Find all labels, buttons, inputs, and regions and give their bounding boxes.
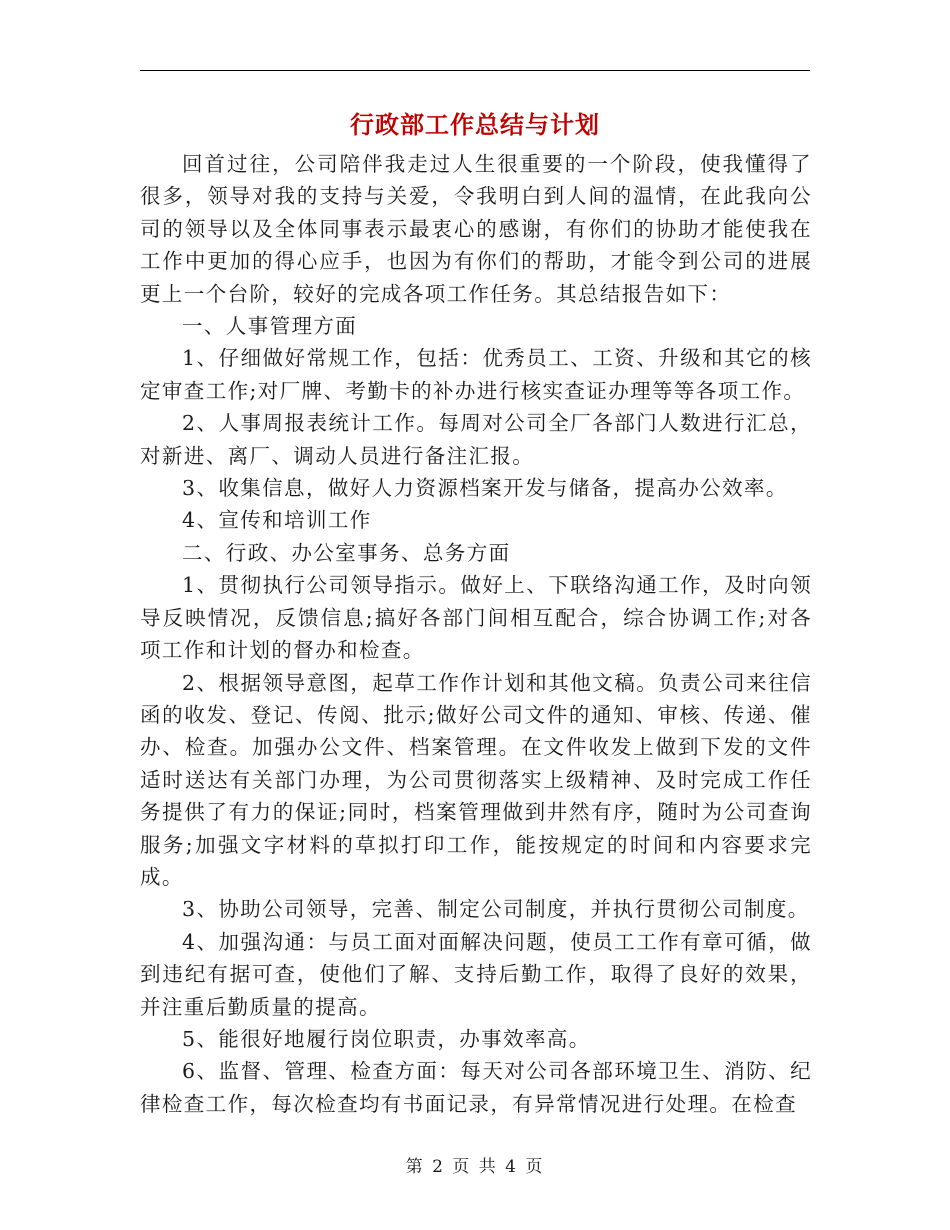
paragraph: 3、收集信息，做好人力资源档案开发与储备，提高办公效率。	[182, 476, 788, 501]
paragraph: 5、能很好地履行岗位职责，办事效率高。	[182, 1026, 591, 1051]
paragraph-intro: 回首过往，公司陪伴我走过人生很重要的一个阶段，使我懂得了很多，领导对我的支持与关爱，令我明白到人间的温情，在此我向公司的领导以及全体同事表示最衷心的感谢，有你们的协助才能使我在工作中更加的得心应手，也因为有你们的帮助，才能令到公司的进展更上一个台阶，较好的完成各项工作任务。其总结报告如下：	[140, 152, 812, 306]
paragraph: 1、仔细做好常规工作，包括：优秀员工、工资、升级和其它的核定审查工作;对厂牌、考勤卡的补办进行核实查证办理等等各项工作。	[140, 346, 812, 403]
page-number: 第 2 页 共 4 页	[405, 1157, 545, 1177]
paragraph: 3、协助公司领导，完善、制定公司制度，并执行贯彻公司制度。	[182, 897, 810, 922]
paragraph: 4、宣传和培训工作	[182, 508, 372, 533]
section-heading-personnel: 一、人事管理方面	[182, 314, 358, 339]
paragraph: 1、贯彻执行公司领导指示。做好上、下联络沟通工作，及时向领导反映情况，反馈信息;搞好各部门间相互配合，综合协调工作;对各项工作和计划的督办和检查。	[140, 573, 812, 663]
paragraph: 4、加强沟通：与员工面对面解决问题，使员工工作有章可循，做到违纪有据可查，使他们了解、支持后勤工作，取得了良好的效果，并注重后勤质量的提高。	[140, 929, 812, 1019]
document-body	[140, 148, 812, 1120]
header-rule	[140, 70, 810, 71]
section-heading-admin: 二、行政、办公室事务、总务方面	[182, 540, 511, 565]
document-title: 行政部工作总结与计划	[350, 110, 600, 139]
paragraph: 2、根据领导意图，起草工作作计划和其他文稿。负责公司来往信函的收发、登记、传阅、批示;做好公司文件的通知、审核、传递、催办、检查。加强办公文件、档案管理。在文件收发上做到下发的文件适时送达有关部门办理，为公司贯彻落实上级精神、及时完成工作任务提供了有力的保证;同时，档案管理做到井然有序，随时为公司查询服务;加强文字材料的草拟打印工作，能按规定的时间和内容要求完成。	[140, 670, 812, 889]
paragraph: 6、监督、管理、检查方面：每天对公司各部环境卫生、消防、纪律检查工作，每次检查均有书面记录，有异常情况进行处理。在检查	[140, 1059, 812, 1116]
paragraph: 2、人事周报表统计工作。每周对公司全厂各部门人数进行汇总，对新进、离厂、调动人员进行备注汇报。	[140, 411, 812, 468]
